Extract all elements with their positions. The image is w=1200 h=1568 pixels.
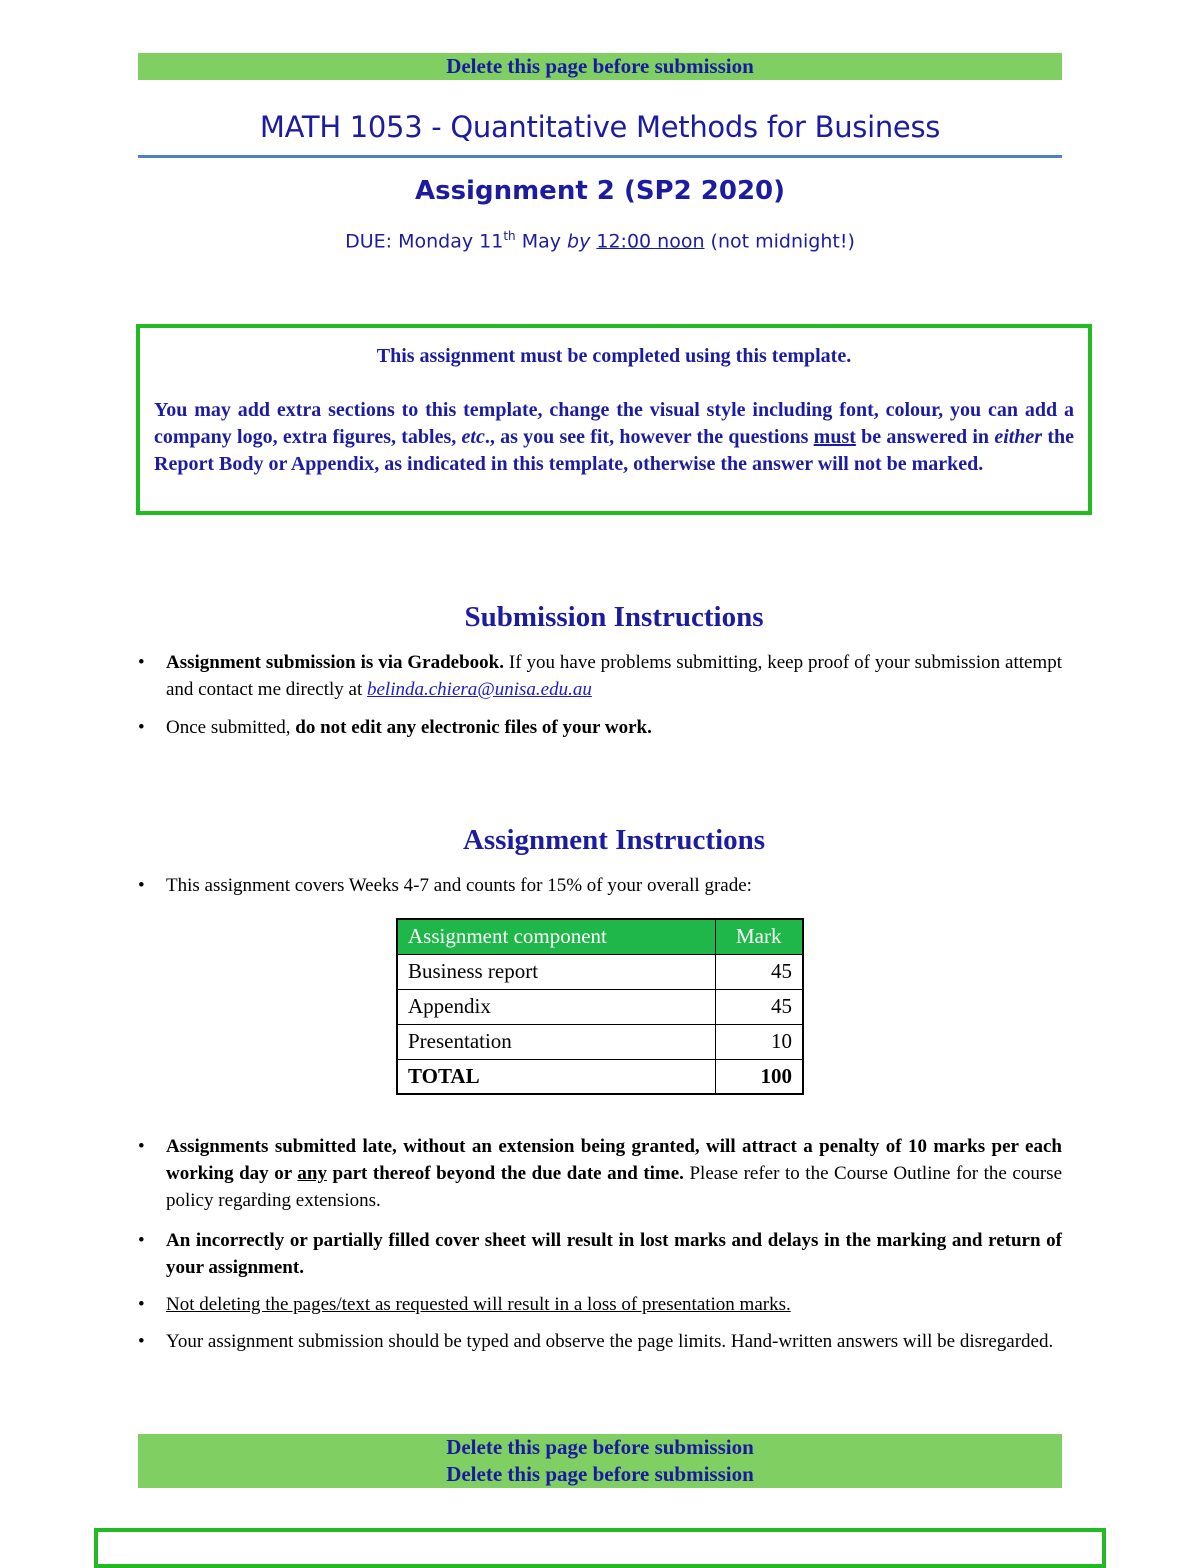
table-total-row <box>397 1059 803 1094</box>
contact-email-link[interactable]: belinda.chiera@unisa.edu.au <box>367 679 592 700</box>
notice-text-a: You may add extra sections to this template, change the visual style including font, colour, you can add a company logo, extra figures, tables, <box>154 399 1074 448</box>
submission-list <box>138 649 1062 741</box>
delete-page-banner-bottom <box>138 1434 1062 1488</box>
table-cell: 10 <box>715 1024 803 1059</box>
table-cell: Business report <box>397 954 715 989</box>
late-penalty-bold-a: Assignments submitted late, without an extension being granted, will attract a penalty of 10 marks per each working day or <box>166 1136 1062 1184</box>
notice-etc: etc <box>461 426 485 448</box>
table-row <box>397 954 803 989</box>
table-cell: 45 <box>715 989 803 1024</box>
submission-b2-bold: do not edit any electronic files of your work. <box>295 717 652 738</box>
assignment-rules-list <box>138 1133 1062 1355</box>
list-item: • This assignment covers Weeks 4-7 and counts for 15% of your overall grade: <box>138 872 1062 899</box>
notice-text-b: ., as you see fit, however the questions <box>484 426 814 448</box>
due-by: by <box>567 230 591 253</box>
notice-line1: This assignment must be completed using this template. <box>376 345 852 367</box>
late-penalty-bold-b: part thereof beyond the due date and time. <box>326 1163 684 1184</box>
submission-b1-bold: Assignment submission is via Gradebook. <box>166 652 504 673</box>
template-notice-box <box>136 324 1092 515</box>
table-row <box>397 989 803 1024</box>
assignment-intro-list <box>138 872 1062 899</box>
list-item <box>138 1133 1062 1214</box>
table-cell: Appendix <box>397 989 715 1024</box>
list-item <box>138 714 1062 741</box>
list-item <box>138 649 1062 703</box>
delete-pages-warning: Not deleting the pages/text as requested will result in a loss of presentation marks. <box>166 1294 791 1315</box>
list-item: • Your assignment submission should be typed and observe the page limits. Hand-written answers will be disregarded. <box>138 1328 1062 1355</box>
notice-text-c: be answered in <box>855 426 995 448</box>
delete-page-banner-top: Delete this page before submission <box>138 53 1062 80</box>
table-row <box>397 1024 803 1059</box>
assignment-heading: Assignment Instructions <box>462 824 766 856</box>
list-item <box>138 1291 1062 1318</box>
table-cell: Presentation <box>397 1024 715 1059</box>
delete-banner-line: Delete this page before submission <box>446 1435 754 1459</box>
list-item <box>138 1227 1062 1281</box>
due-date-line <box>138 229 1062 252</box>
due-note: (not midnight!) <box>704 230 855 253</box>
assignment-title: Assignment 2 (SP2 2020) <box>414 176 786 206</box>
due-time: 12:00 noon <box>596 230 705 253</box>
title-divider <box>138 155 1062 158</box>
due-prefix: DUE: Monday 11 <box>345 230 504 253</box>
course-title: MATH 1053 - Quantitative Methods for Business <box>259 110 941 144</box>
late-penalty-text: Please refer to the Course Outline for the course policy regarding extensions. <box>166 1163 1063 1211</box>
table-cell: TOTAL <box>397 1059 715 1094</box>
marks-table <box>396 918 804 1095</box>
cover-sheet-warning: An incorrectly or partially filled cover sheet will result in lost marks and delays in the marking and return of your assignment. <box>166 1230 1062 1278</box>
due-month: May <box>515 230 568 253</box>
submission-heading: Submission Instructions <box>464 601 764 633</box>
next-section-box <box>94 1528 1106 1568</box>
table-header-row <box>397 919 803 954</box>
late-penalty-any: any <box>297 1163 327 1184</box>
table-cell: 100 <box>715 1059 803 1094</box>
notice-paragraph <box>154 397 1074 478</box>
submission-b2-text: Once submitted, <box>166 717 296 738</box>
due-superscript: th <box>503 229 516 243</box>
delete-banner-line: Delete this page before submission <box>446 1462 754 1486</box>
notice-either: either <box>994 426 1043 448</box>
table-header-mark: Mark <box>715 919 803 954</box>
notice-must: must <box>813 426 856 448</box>
table-cell: 45 <box>715 954 803 989</box>
notice-text-d: the Report Body or Appendix, as indicated in this template, otherwise the answer will not be marked. <box>154 426 1075 475</box>
submission-b1-text: If you have problems submitting, keep proof of your submission attempt and contact me directly at <box>166 652 1062 700</box>
table-header-component: Assignment component <box>397 919 715 954</box>
